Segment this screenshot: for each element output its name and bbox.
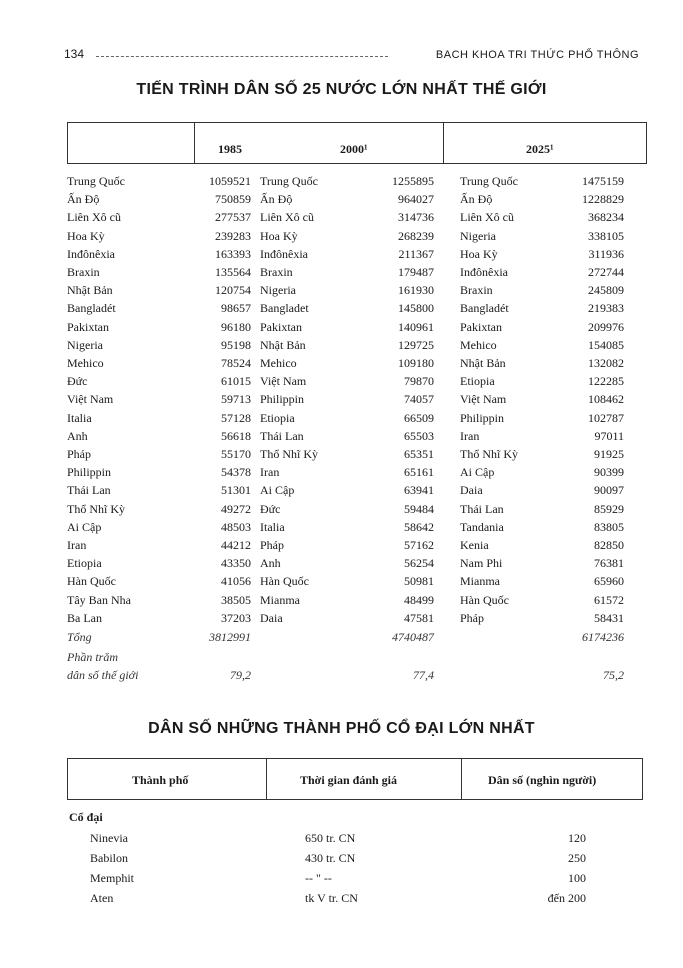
country-name: Tandania xyxy=(460,519,504,534)
country-name: Braxin xyxy=(67,265,100,279)
population-value: 59713 xyxy=(221,392,251,407)
population-value: 314736 xyxy=(398,210,434,225)
country-name: Italia xyxy=(67,410,92,425)
table-row xyxy=(67,354,257,372)
population-value: 58642 xyxy=(404,519,434,534)
population-value: 56254 xyxy=(404,556,434,571)
table-row xyxy=(260,463,434,481)
country-name: Etiopia xyxy=(67,556,102,571)
population-value: 122285 xyxy=(588,374,624,389)
total-2000: 4740487 xyxy=(392,630,434,644)
population-value: 338105 xyxy=(588,228,624,243)
table-row xyxy=(260,518,434,536)
country-name: Pakixtan xyxy=(260,319,302,334)
country-name: Mianma xyxy=(260,592,300,607)
population-value: 90097 xyxy=(594,483,624,498)
country-name: Việt Nam xyxy=(260,374,307,389)
population-value: 154085 xyxy=(588,337,624,352)
table-row xyxy=(67,609,257,627)
country-name: Liên Xô cũ xyxy=(67,210,121,225)
country-name: Inđônêxia xyxy=(460,265,508,279)
country-name: Đức xyxy=(67,374,88,389)
country-name: Trung Quốc xyxy=(260,174,318,188)
ancient-table-title: DÂN SỐ NHỮNG THÀNH PHỐ CỔ ĐẠI LỚN NHẤT xyxy=(148,720,535,737)
population-value: 43350 xyxy=(221,556,251,571)
population-value: 135564 xyxy=(215,265,251,279)
country-name: Etiopia xyxy=(260,410,295,425)
population-value: 61572 xyxy=(594,592,624,607)
population-value: 90399 xyxy=(594,465,624,480)
table-row xyxy=(260,427,434,445)
table-row xyxy=(260,500,434,518)
population-value: 82850 xyxy=(594,538,624,552)
total-label: Tổng xyxy=(67,630,92,644)
page-number: 134 xyxy=(64,47,85,61)
total-2025: 6174236 xyxy=(582,630,624,644)
country-name: Ai Cập xyxy=(260,483,295,498)
table-row xyxy=(260,263,434,281)
country-name: Hoa Kỳ xyxy=(260,228,298,243)
estimate-time: -- " -- xyxy=(305,871,332,885)
country-name: Anh xyxy=(67,428,88,443)
table-row xyxy=(460,427,624,445)
table-row xyxy=(67,591,257,609)
country-name: Etiopia xyxy=(460,374,495,389)
population-value: 161930 xyxy=(398,283,434,298)
table-row xyxy=(460,609,624,627)
population-value: 65960 xyxy=(594,574,624,589)
country-name: Việt Nam xyxy=(460,392,507,407)
population-value: 65503 xyxy=(404,428,434,443)
country-name: Ấn Độ xyxy=(460,192,493,207)
country-name: Bangladet xyxy=(260,301,309,316)
table-row xyxy=(260,172,434,190)
city-population: 120 xyxy=(568,831,586,845)
city-population: đến 200 xyxy=(547,891,586,905)
table-row xyxy=(67,554,257,572)
population-value: 49272 xyxy=(221,501,251,516)
population-value: 1475159 xyxy=(582,174,624,188)
country-name: Inđônêxia xyxy=(67,246,115,261)
table-row xyxy=(460,208,624,226)
country-name: Việt Nam xyxy=(67,392,114,407)
table-row xyxy=(460,409,624,427)
share-1985: 79,2 xyxy=(230,668,251,682)
population-value: 57128 xyxy=(221,410,251,425)
column-divider xyxy=(266,759,267,799)
estimate-time: 430 tr. CN xyxy=(305,851,356,865)
header-rule xyxy=(96,56,388,57)
population-value: 74057 xyxy=(404,392,434,407)
country-name: Italia xyxy=(260,519,285,534)
country-name: Pháp xyxy=(260,538,284,552)
header-2025: 2025¹ xyxy=(526,142,554,156)
country-name: Anh xyxy=(260,556,281,571)
estimate-time: 650 tr. CN xyxy=(305,831,356,845)
population-value: 66509 xyxy=(404,410,434,425)
table-row xyxy=(460,172,624,190)
table-row xyxy=(67,172,257,190)
population-value: 219383 xyxy=(588,301,624,316)
country-name: Braxin xyxy=(260,265,293,279)
table-row xyxy=(460,318,624,336)
table-row xyxy=(260,481,434,499)
population-value: 368234 xyxy=(588,210,624,225)
table-row xyxy=(460,536,624,554)
table-row xyxy=(67,409,257,427)
country-name: Nam Phi xyxy=(460,556,503,571)
population-value: 58431 xyxy=(594,610,624,625)
country-name: Nhật Bản xyxy=(67,283,113,298)
population-value: 1255895 xyxy=(392,174,434,188)
table-row xyxy=(260,591,434,609)
share-label-line1: Phần trăm xyxy=(67,650,118,664)
population-value: 120754 xyxy=(215,283,251,298)
ancient-table-header xyxy=(67,758,643,800)
population-value: 61015 xyxy=(221,374,251,389)
table-row xyxy=(260,536,434,554)
table-row xyxy=(260,227,434,245)
city-name: Aten xyxy=(90,891,114,905)
table-row xyxy=(67,518,257,536)
table-row xyxy=(460,227,624,245)
country-name: Bangladét xyxy=(460,301,509,316)
population-value: 108462 xyxy=(588,392,624,407)
population-value: 163393 xyxy=(215,246,251,261)
population-value: 56618 xyxy=(221,428,251,443)
table-row xyxy=(260,299,434,317)
country-name: Hàn Quốc xyxy=(260,574,309,589)
table-row xyxy=(260,208,434,226)
column-divider xyxy=(461,759,462,799)
population-value: 38505 xyxy=(221,592,251,607)
city-name: Ninevia xyxy=(90,831,128,845)
population-value: 239283 xyxy=(215,228,251,243)
country-name: Iran xyxy=(460,428,480,443)
table-row xyxy=(460,354,624,372)
country-name: Trung Quốc xyxy=(460,174,518,188)
population-value: 1228829 xyxy=(582,192,624,207)
population-value: 98657 xyxy=(221,301,251,316)
population-table-header xyxy=(67,122,647,164)
country-name: Thổ Nhĩ Kỳ xyxy=(260,447,318,461)
table-row xyxy=(67,445,257,463)
population-value: 44212 xyxy=(221,538,251,552)
population-value: 47581 xyxy=(404,610,434,625)
country-name: Braxin xyxy=(460,283,493,298)
table-row xyxy=(460,445,624,463)
population-value: 209976 xyxy=(588,319,624,334)
population-value: 85929 xyxy=(594,501,624,516)
table-row xyxy=(260,409,434,427)
table-row xyxy=(460,572,624,590)
country-name: Kenia xyxy=(460,538,489,552)
country-name: Nigeria xyxy=(260,283,296,298)
country-name: Thái Lan xyxy=(67,483,111,498)
country-name: Iran xyxy=(260,465,280,480)
table-row xyxy=(460,518,624,536)
population-value: 109180 xyxy=(398,356,434,370)
table-row xyxy=(260,554,434,572)
table-row xyxy=(260,281,434,299)
table-row xyxy=(460,336,624,354)
table-row xyxy=(460,500,624,518)
table-row xyxy=(460,554,624,572)
country-name: Mehico xyxy=(460,337,497,352)
population-value: 277537 xyxy=(215,210,251,225)
population-value: 65351 xyxy=(404,447,434,461)
table-row xyxy=(67,299,257,317)
table-row xyxy=(67,390,257,408)
country-name: Daia xyxy=(260,610,283,625)
header-1985: 1985 xyxy=(218,142,242,156)
table-row xyxy=(460,299,624,317)
population-value: 272744 xyxy=(588,265,624,279)
country-name: Inđônêxia xyxy=(260,246,308,261)
population-value: 750859 xyxy=(215,192,251,207)
table-row xyxy=(460,463,624,481)
population-value: 245809 xyxy=(588,283,624,298)
share-2025: 75,2 xyxy=(603,668,624,682)
population-value: 83805 xyxy=(594,519,624,534)
population-value: 51301 xyxy=(221,483,251,498)
population-value: 102787 xyxy=(588,410,624,425)
table-row xyxy=(67,208,257,226)
table-row xyxy=(67,427,257,445)
table-row xyxy=(460,190,624,208)
table-row xyxy=(67,263,257,281)
country-name: Ấn Độ xyxy=(260,192,293,207)
header-population: Dân số (nghìn người) xyxy=(488,773,597,787)
country-name: Iran xyxy=(67,538,87,552)
country-name: Trung Quốc xyxy=(67,174,125,188)
population-value: 50981 xyxy=(404,574,434,589)
country-name: Ai Cập xyxy=(460,465,495,480)
population-value: 211367 xyxy=(398,246,434,261)
table-row xyxy=(67,481,257,499)
table-row xyxy=(460,263,624,281)
table-row xyxy=(67,536,257,554)
country-name: Nigeria xyxy=(67,337,103,352)
population-table-title: TIẾN TRÌNH DÂN SỐ 25 NƯỚC LỚN NHẤT THẾ GIỚI xyxy=(136,81,547,98)
city-population: 250 xyxy=(568,851,586,865)
table-row xyxy=(260,318,434,336)
population-value: 97011 xyxy=(594,428,624,443)
country-name: Thái Lan xyxy=(260,428,304,443)
table-row xyxy=(67,245,257,263)
population-value: 55170 xyxy=(221,447,251,461)
country-name: Hàn Quốc xyxy=(67,574,116,589)
share-label-line2: dân số thế giới xyxy=(67,668,139,682)
population-value: 132082 xyxy=(588,356,624,370)
share-2000: 77,4 xyxy=(413,668,434,682)
table-row xyxy=(260,390,434,408)
country-name: Nhật Bản xyxy=(460,356,506,370)
country-name: Mianma xyxy=(460,574,500,589)
population-value: 59484 xyxy=(404,501,434,516)
table-row xyxy=(460,245,624,263)
population-value: 179487 xyxy=(398,265,434,279)
country-name: Liên Xô cũ xyxy=(460,210,514,225)
table-row xyxy=(67,336,257,354)
country-name: Mehico xyxy=(260,356,297,370)
population-value: 37203 xyxy=(221,610,251,625)
country-name: Hoa Kỳ xyxy=(67,228,105,243)
population-value: 268239 xyxy=(398,228,434,243)
population-value: 96180 xyxy=(221,319,251,334)
country-name: Ba Lan xyxy=(67,610,102,625)
table-row xyxy=(67,500,257,518)
table-row xyxy=(67,318,257,336)
table-row xyxy=(260,245,434,263)
population-value: 54378 xyxy=(221,465,251,480)
population-value: 76381 xyxy=(594,556,624,571)
country-name: Philippin xyxy=(460,410,505,425)
country-name: Thái Lan xyxy=(460,501,504,516)
country-name: Liên Xô cũ xyxy=(260,210,314,225)
city-name: Memphit xyxy=(90,871,134,885)
table-row xyxy=(460,481,624,499)
table-row xyxy=(67,281,257,299)
country-name: Bangladét xyxy=(67,301,116,316)
table-row xyxy=(67,572,257,590)
population-value: 145800 xyxy=(398,301,434,316)
table-row xyxy=(460,372,624,390)
population-value: 95198 xyxy=(221,337,251,352)
population-value: 48503 xyxy=(221,519,251,534)
header-2000: 2000¹ xyxy=(340,142,368,156)
population-value: 63941 xyxy=(404,483,434,498)
country-name: Philippin xyxy=(67,465,112,480)
country-name: Nigeria xyxy=(460,228,496,243)
country-name: Mehico xyxy=(67,356,104,370)
country-name: Hàn Quốc xyxy=(460,592,509,607)
population-value: 311936 xyxy=(588,246,624,261)
population-value: 41056 xyxy=(221,574,251,589)
table-row xyxy=(260,445,434,463)
city-name: Babilon xyxy=(90,851,128,865)
table-row xyxy=(67,372,257,390)
group-label: Cổ đại xyxy=(69,810,103,824)
city-population: 100 xyxy=(568,871,586,885)
country-name: Pháp xyxy=(460,610,484,625)
table-row xyxy=(67,190,257,208)
estimate-time: tk V tr. CN xyxy=(305,891,358,905)
country-name: Pháp xyxy=(67,447,91,461)
country-name: Nhật Bản xyxy=(260,337,306,352)
table-row xyxy=(460,390,624,408)
population-value: 964027 xyxy=(398,192,434,207)
country-name: Philippin xyxy=(260,392,305,407)
country-name: Pakixtan xyxy=(460,319,502,334)
country-name: Tây Ban Nha xyxy=(67,592,131,607)
country-name: Ấn Độ xyxy=(67,192,100,207)
table-row xyxy=(260,190,434,208)
column-divider xyxy=(443,123,444,163)
population-value: 57162 xyxy=(404,538,434,552)
table-row xyxy=(460,591,624,609)
country-name: Đức xyxy=(260,501,281,516)
population-value: 129725 xyxy=(398,337,434,352)
header-city: Thành phố xyxy=(132,773,189,787)
population-value: 65161 xyxy=(404,465,434,480)
table-row xyxy=(260,572,434,590)
population-value: 79870 xyxy=(404,374,434,389)
country-name: Daia xyxy=(460,483,483,498)
population-value: 140961 xyxy=(398,319,434,334)
column-divider xyxy=(194,123,195,163)
table-row xyxy=(67,463,257,481)
country-name: Ai Cập xyxy=(67,519,102,534)
country-name: Hoa Kỳ xyxy=(460,246,498,261)
table-row xyxy=(260,354,434,372)
total-1985: 3812991 xyxy=(209,630,251,644)
population-value: 78524 xyxy=(221,356,251,370)
population-value: 48499 xyxy=(404,592,434,607)
table-row xyxy=(260,609,434,627)
running-title: BACH KHOA TRI THỨC PHỔ THÔNG xyxy=(435,49,639,61)
table-row xyxy=(260,336,434,354)
table-row xyxy=(67,227,257,245)
table-row xyxy=(260,372,434,390)
country-name: Thổ Nhĩ Kỳ xyxy=(67,501,125,516)
population-value: 91925 xyxy=(594,447,624,461)
population-value: 1059521 xyxy=(209,174,251,188)
header-time: Thời gian đánh giá xyxy=(300,773,398,787)
table-row xyxy=(460,281,624,299)
country-name: Pakixtan xyxy=(67,319,109,334)
country-name: Thổ Nhĩ Kỳ xyxy=(460,447,518,461)
